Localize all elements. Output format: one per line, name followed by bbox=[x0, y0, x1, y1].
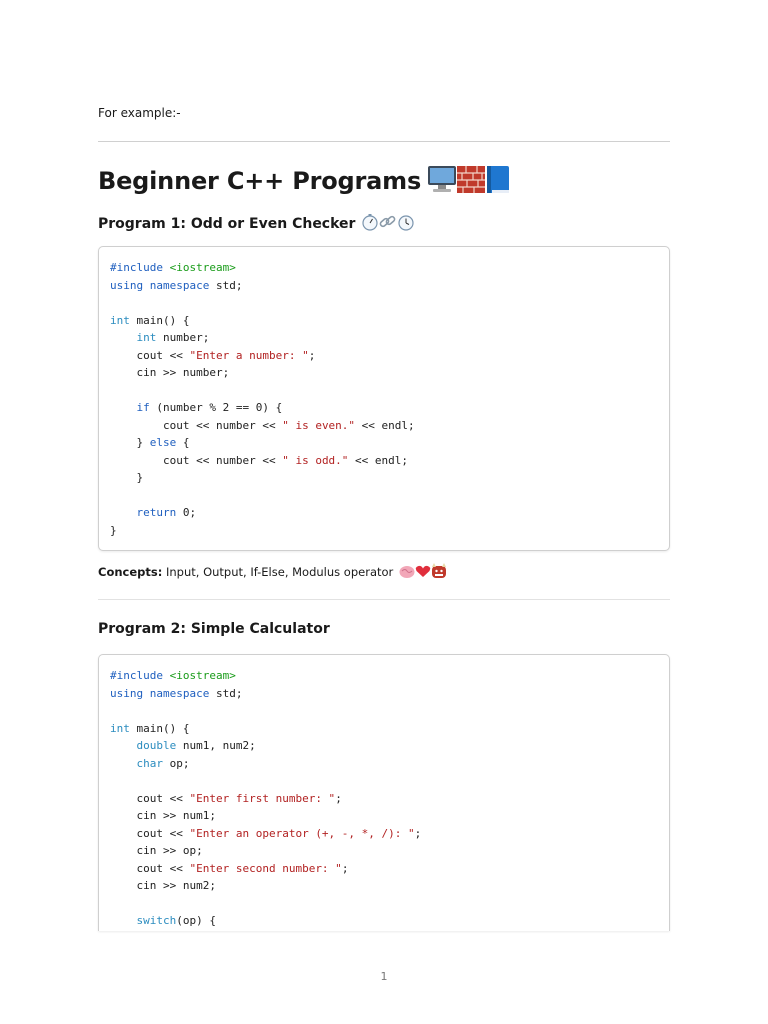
code-token: int bbox=[110, 313, 130, 327]
code-token: <iostream> bbox=[169, 669, 236, 682]
code-token: cout << number << bbox=[162, 453, 283, 467]
title-emoji-group bbox=[427, 163, 511, 201]
code-token: ; bbox=[335, 791, 342, 805]
page-title-text: Beginner C++ Programs bbox=[98, 167, 422, 195]
code-token: (number % 2 == 0) { bbox=[149, 401, 283, 414]
code-token: main() { bbox=[129, 721, 190, 735]
code-token: namespace bbox=[149, 278, 210, 292]
computer-icon bbox=[428, 166, 456, 192]
code-token: "Enter first number: " bbox=[189, 791, 336, 805]
code-token: } bbox=[136, 471, 144, 484]
code-token: 0; bbox=[176, 506, 197, 519]
code-token: "Enter a number: " bbox=[189, 348, 309, 362]
code-token: << endl; bbox=[355, 418, 415, 432]
code-token: "Enter second number: " bbox=[189, 861, 342, 875]
code-token: op; bbox=[163, 756, 190, 770]
code-token: main() { bbox=[129, 313, 190, 327]
brain-icon bbox=[400, 566, 415, 578]
code-token: int bbox=[136, 331, 157, 344]
divider-top bbox=[98, 141, 670, 142]
program2-code-block bbox=[98, 654, 670, 931]
code-token: cout << number << bbox=[162, 418, 283, 432]
code-token: double bbox=[136, 739, 177, 752]
concepts-emoji-group bbox=[399, 563, 447, 582]
ogre-icon bbox=[432, 563, 446, 578]
code-token: std; bbox=[209, 278, 243, 292]
code-token: using bbox=[110, 278, 144, 292]
code-token: } bbox=[136, 436, 150, 449]
brick-icon bbox=[457, 166, 485, 193]
code-token: cout << bbox=[136, 826, 190, 840]
page-number: 1 bbox=[380, 970, 388, 983]
page-title bbox=[98, 163, 511, 201]
code-token: " is even." bbox=[282, 418, 356, 432]
code-token: return bbox=[136, 506, 177, 519]
code-token: char bbox=[136, 756, 163, 770]
code-token: <iostream> bbox=[169, 261, 236, 274]
program1-heading-text: Program 1: Odd or Even Checker bbox=[98, 216, 356, 232]
code-token: num1, num2; bbox=[176, 739, 256, 752]
link-icon bbox=[380, 216, 396, 228]
code-token: std; bbox=[209, 686, 243, 700]
book-icon bbox=[487, 166, 509, 193]
code-token: cout << bbox=[136, 348, 190, 362]
code-token: #include bbox=[110, 261, 163, 274]
intro-text: For example:- bbox=[98, 106, 181, 120]
code-token: switch bbox=[136, 914, 177, 927]
code-token: namespace bbox=[149, 686, 210, 700]
code-token: number; bbox=[156, 331, 210, 344]
code-token: ; bbox=[414, 826, 422, 840]
program2-code bbox=[110, 667, 658, 930]
code-token: else bbox=[149, 436, 177, 449]
code-token: int bbox=[110, 721, 130, 735]
code-token: cin >> num1; bbox=[136, 809, 216, 822]
code-token: ; bbox=[341, 861, 349, 875]
program1-concepts bbox=[98, 563, 447, 582]
code-token: "Enter an operator (+, -, *, /): " bbox=[189, 826, 415, 840]
code-token: cin >> number; bbox=[136, 366, 230, 379]
heart-icon bbox=[416, 566, 430, 577]
stopwatch-icon bbox=[363, 214, 377, 230]
code-token: (op) { bbox=[176, 914, 216, 927]
concepts-text: Input, Output, If-Else, Modulus operator bbox=[162, 565, 394, 579]
clock-icon bbox=[399, 216, 413, 230]
code-token: " is odd." bbox=[282, 453, 349, 467]
divider-middle bbox=[98, 599, 670, 600]
program2-heading: Program 2: Simple Calculator bbox=[98, 621, 330, 637]
code-token: using bbox=[110, 686, 144, 700]
code-token: cout << bbox=[136, 791, 190, 805]
program1-code bbox=[110, 259, 658, 539]
code-token: cin >> num2; bbox=[136, 879, 216, 892]
code-token: ; bbox=[308, 348, 316, 362]
code-token: << endl; bbox=[348, 453, 409, 467]
program1-emoji-group bbox=[361, 213, 415, 235]
code-token: if bbox=[136, 401, 150, 414]
program1-code-block bbox=[98, 246, 670, 551]
code-token: #include bbox=[110, 669, 163, 682]
code-token: cin >> op; bbox=[136, 844, 203, 857]
code-token: cout << bbox=[136, 861, 190, 875]
concepts-label: Concepts: bbox=[98, 565, 163, 579]
code-token: { bbox=[176, 436, 190, 449]
code-token: } bbox=[110, 523, 117, 537]
program1-heading bbox=[98, 213, 415, 235]
